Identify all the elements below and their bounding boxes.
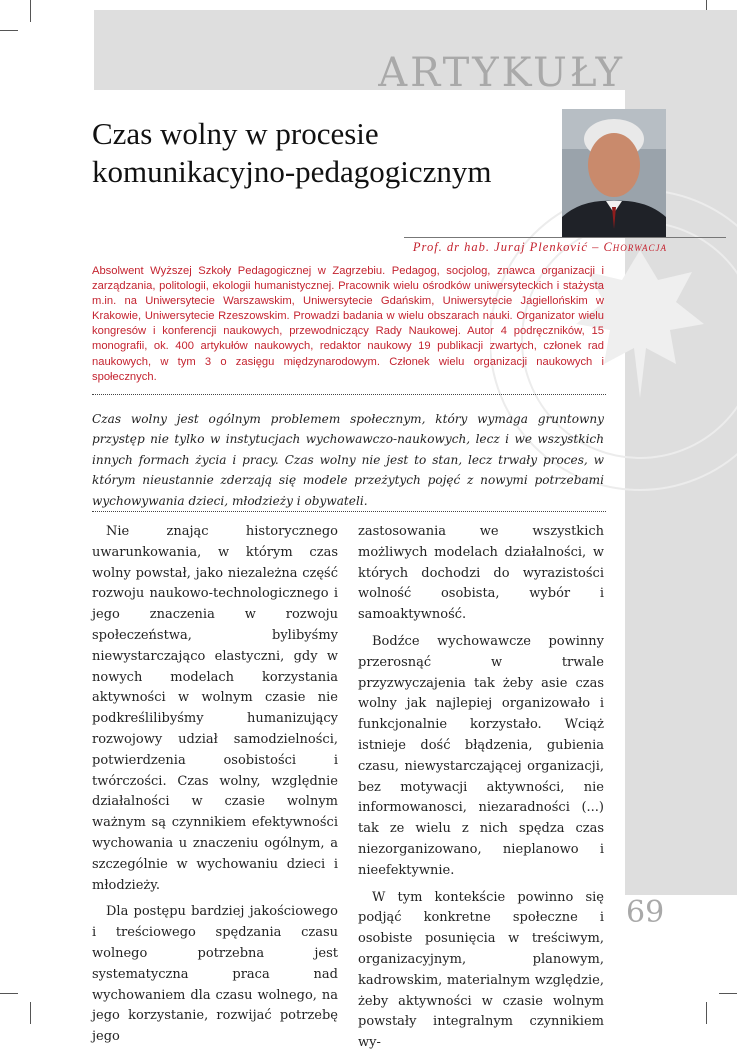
body-paragraph: Nie znając historycznego uwarunkowania, w którym czas wolny powstał, jako niezależna część rozwoju naukowo-technologicznego i jego znaczenia w rozwoju społeczeństwa, bylibyśmy niewystarczająco elastyczni, gdy w nowych modelach korzystania aktywności w wolnym czasie nie podkreślilibyśmy humanizujący rozwojowy udział samodzielności, potwierdzenia osobistości i twórczości. Czas wolny, względnie działalności w czasie wolnym ważnym są czynnikiem efektywności wychowania u znaczeniu ogólnym, a szczególnie w wychowaniu dzieci i młodzieży. [92, 524, 338, 893]
body-paragraph: Dla postępu bardziej jakościowego i treściowego spędzania czasu wolnego potrzebna jest systematyczna praca nad wychowaniem dla czasu wolnego, na jego korzystanie, rozwijać potrzebę jego [92, 904, 338, 1045]
article-title-line1: Czas wolny w procesie [92, 116, 379, 151]
crop-mark [30, 1002, 31, 1024]
crop-mark [30, 0, 31, 22]
body-column-right [358, 522, 604, 1060]
crop-mark [0, 993, 18, 994]
body-paragraph: W tym kontekście powinno się podjąć konkretne społeczne i osobiste posunięcia w treściwym, organizacyjnym, planowym, kadrowskim, materialnym względzie, żeby aktywności w czasie wolnym powstały integralnym czynnikiem wy- [358, 889, 604, 1051]
crop-mark [719, 993, 737, 994]
abstract: Czas wolny jest ogólnym problemem społecznym, który wymaga gruntowny przystęp nie tylko w instytucjach wychowawczo-naukowych, lecz i we wszystkich innych formach życia i pracy. Czas wolny nie jest to stan, lecz trwały proces, w którym nieustannie zderzają się modele przeżytych pojęć z nowymi potrzebami wychowywania dzieci, młodzieży i obywateli. [92, 412, 604, 508]
author-photo [562, 109, 666, 237]
author-byline [413, 240, 667, 255]
section-title: ARTYKUŁY [378, 50, 625, 96]
dotted-divider [92, 394, 606, 395]
dotted-divider [92, 511, 606, 512]
body-paragraph: zastosowania we wszystkich możliwych modelach działalności, w których dochodzi do wyrazistości wolność osobista, wybór i samoaktywność. [358, 524, 604, 623]
crop-mark [0, 30, 18, 31]
article-title [92, 115, 532, 191]
author-country: Chorwacja [603, 240, 667, 254]
author-separator: – [587, 240, 604, 254]
author-divider [404, 237, 726, 238]
body-paragraph: Bodźce wychowawcze powinny przerosnąć w trwale przyzwyczajenia tak żeby asie czas wolny jak najlepiej organizowało i funkcjonalnie korzystało. Wciąż istnieje dość błądzenia, gubienia czasu, niewystarczającej organizacji, bez motywacji aktywności, nie informowanosci, niezaradności (...) tak ze wielu z nich spędza czas niezorganizowano, nieplanowo i nieefektywnie. [358, 633, 604, 878]
page-number: 69 [626, 895, 665, 930]
crop-mark [706, 1002, 707, 1024]
body-column-left [92, 522, 338, 1054]
author-name: Prof. dr hab. Juraj Plenković [412, 240, 588, 254]
article-title-line2: komunikacyjno-pedagogicznym [92, 154, 492, 189]
author-bio: Absolwent Wyższej Szkoły Pedagogicznej w Zagrzebiu. Pedagog, socjolog, znawca organizacji i zarządzania, politologii, ekologii humanistycznej. Pracownik wielu ośrodków uniwersyteckich i stażysta m.in. na Uniwersytecie Warszawskim, Uniwersytecie Gdańskim, Uniwersytecie Jagiellońskim w Krakowie, Uniwersytecie Rzeszowskim. Prowadzi badania w wielu obszarach nauki. Organizator wielu kongresów i konferencji naukowych, przewodniczący Rady Naukowej. Autor 4 podręczników, 15 monografii, ok. 400 artykułów naukowych, redaktor naukowy 19 publikacji zwartych, członek rad naukowych, w tym 3 o zasięgu międzynarodowym. Członek wielu organizacji naukowych i społecznych. [92, 265, 604, 383]
